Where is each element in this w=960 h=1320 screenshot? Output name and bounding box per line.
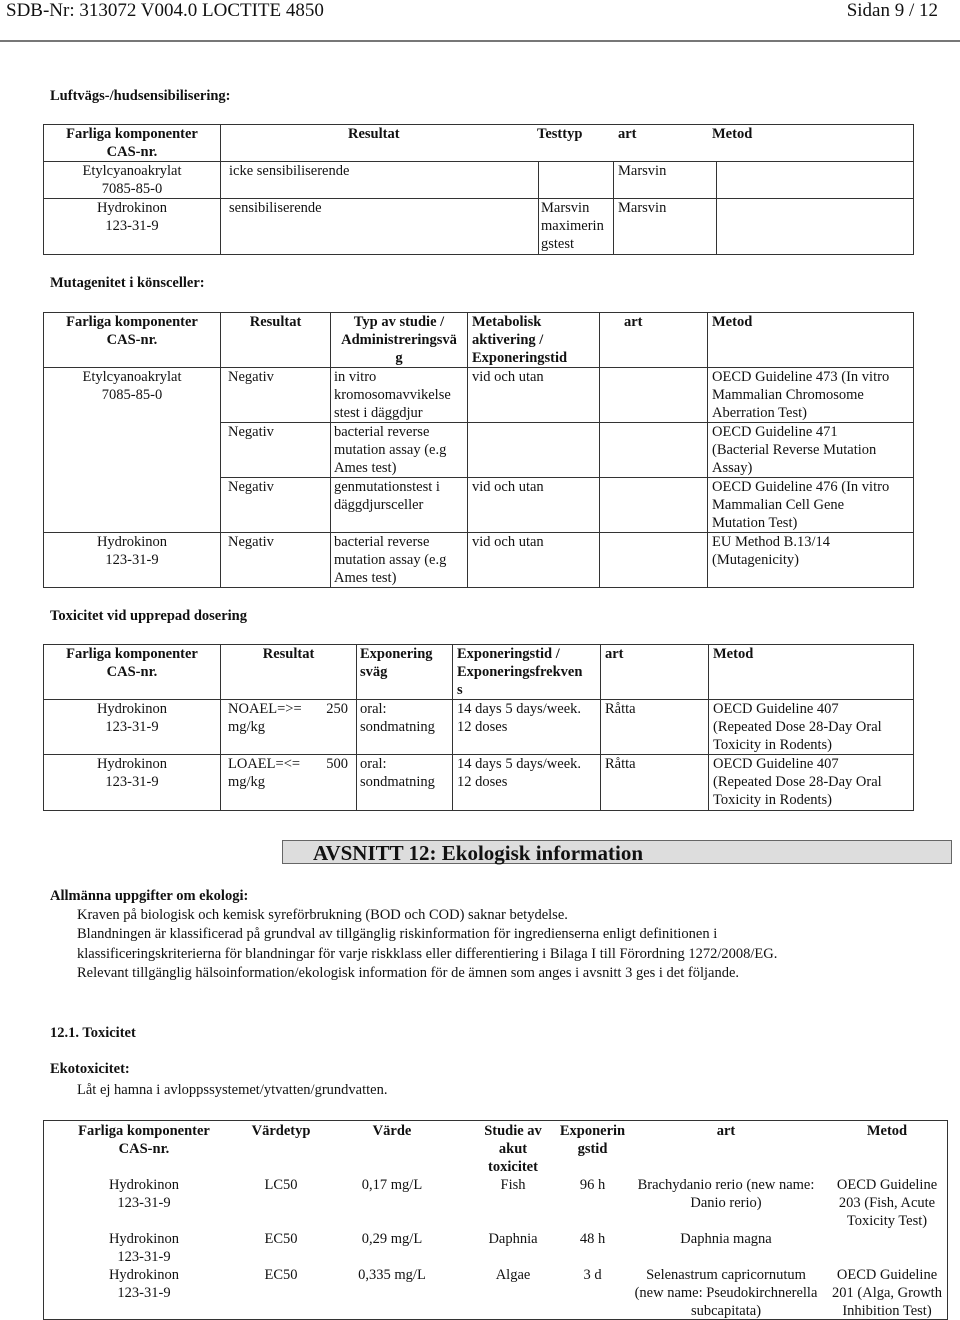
header-exponeringstid: Exponerin gstid	[559, 1123, 626, 1157]
header-typ-av-studie: Typ av studie / Administreringsvä g	[331, 313, 468, 368]
header-studie: Studie av akut toxicitet	[484, 1123, 542, 1175]
table-row: Hydrokinon 123-31-9 EC50 0,335 mg/L Algae 3 d Selenastrum capricornutum (new name: Pseudokirchnerella subcapitata) OECD Guideline 201 (Alga, Growth Inhibition Test)	[108, 1267, 942, 1319]
table-row: Hydrokinon 123-31-9 LC50 0,17 mg/L Fish 96 h Brachydanio rerio (new name: Danio rerio) OECD Guideline 203 (Fish, Acute Toxicity Test)	[108, 1177, 938, 1229]
header-exponeringstid: Exponeringstid / Exponeringsfrekven s	[453, 645, 601, 700]
header-exponeringsvag: Exponering sväg	[357, 645, 453, 700]
document-id: SDB-Nr: 313072 V004.0 LOCTITE 4850	[6, 0, 324, 21]
toxicitet-table	[43, 644, 914, 811]
table-row: Etylcyanoakrylat 7085-85-0 icke sensibiliserende Marsvin	[44, 162, 914, 199]
section-title-toxicitet: Toxicitet vid upprepad dosering	[50, 608, 247, 624]
header-divider	[0, 40, 960, 42]
section-title-sensibilisering: Luftvägs-/hudsensibilisering:	[50, 88, 231, 104]
section-title-ekologi: Allmänna uppgifter om ekologi:	[50, 888, 249, 904]
table-row: Hydrokinon 123-31-9 LOAEL=<= 500 mg/kg oral: sondmatning 14 days 5 days/week. 12 doses Råtta OECD Guideline 407 (Repeated Dose 28-Day Oral Toxicity in Rodents)	[44, 755, 914, 811]
table-row: Hydrokinon 123-31-9 EC50 0,29 mg/L Daphnia 48 h Daphnia magna	[108, 1231, 772, 1265]
header-varde: Värde	[372, 1123, 412, 1139]
header-cell-component: Farliga komponenter CAS-nr.	[44, 125, 221, 162]
header-resultat: Resultat	[348, 126, 400, 142]
header-art: art	[716, 1123, 736, 1139]
header-cell-group	[221, 125, 914, 162]
table-row: Hydrokinon 123-31-9 Negativ bacterial reverse mutation assay (e.g Ames test) vid och utan EU Method B.13/14 (Mutagenicity)	[44, 533, 914, 588]
page-number: Sidan 9 / 12	[846, 0, 938, 21]
header-cell-component: Farliga komponenter CAS-nr.	[44, 313, 221, 368]
sensibilisering-table	[43, 124, 914, 255]
header-metod: Metod	[866, 1123, 908, 1139]
table-row: Hydrokinon 123-31-9 sensibiliserende Marsvin maximerin gstest Marsvin	[44, 199, 914, 255]
subsection-title-toxicitet: 12.1. Toxicitet	[50, 1025, 136, 1041]
ekotoxicitet-note: Låt ej hamna i avloppssystemet/ytvatten/grundvatten.	[77, 1082, 388, 1098]
ekotoxicitet-table	[43, 1122, 948, 1320]
header-vardetyp: Värdetyp	[251, 1123, 311, 1139]
section-banner-title: AVSNITT 12: Ekologisk information	[313, 841, 644, 865]
table-row: Etylcyanoakrylat 7085-85-0 Negativ in vitro kromosomavvikelse stest i däggdjur vid och utan OECD Guideline 473 (In vitro Mammalian Chromosome Aberration Test)	[44, 368, 914, 423]
header-resultat: Resultat	[221, 645, 357, 700]
header-metod: Metod	[709, 645, 914, 700]
section-title-mutagenitet: Mutagenitet i könsceller:	[50, 275, 205, 291]
header-resultat: Resultat	[221, 313, 331, 368]
header-art: art	[618, 126, 637, 142]
header-metabolisk: Metabolisk aktivering / Exponeringstid	[468, 313, 600, 368]
header-metod: Metod	[708, 313, 914, 368]
header-art: art	[601, 645, 709, 700]
mutagenitet-table	[43, 312, 914, 588]
header-art: art	[600, 313, 708, 368]
header-cell-component: Farliga komponenter CAS-nr.	[44, 645, 221, 700]
section-banner	[282, 840, 952, 864]
section-title-ekotoxicitet: Ekotoxicitet:	[50, 1061, 130, 1077]
table-row: Negativ genmutationstest i däggdjursceller vid och utan OECD Guideline 476 (In vitro Mammalian Cell Gene Mutation Test)	[44, 478, 914, 533]
table-row: Negativ bacterial reverse mutation assay (e.g Ames test) OECD Guideline 471 (Bacterial Reverse Mutation Assay)	[44, 423, 914, 478]
header-metod: Metod	[712, 126, 753, 142]
header-testtyp: Testtyp	[537, 126, 583, 142]
table-row: Hydrokinon 123-31-9 NOAEL=>= 250 mg/kg oral: sondmatning 14 days 5 days/week. 12 doses Råtta OECD Guideline 407 (Repeated Dose 28-Day Oral Toxicity in Rodents)	[44, 700, 914, 755]
header-cell-component: Farliga komponenter CAS-nr.	[78, 1123, 210, 1157]
ekologi-paragraph: Kraven på biologisk och kemisk syreförbrukning (BOD och COD) saknar betydelse. Blandningen är klassificerad på grundval av tillgänglig riskinformation för ingredienserna enligt definitionen i klassificeringskriterierna för blandningar för varje riskklass eller differentiering i Bilaga I till Förordning 1272/2008/EG. Relevant tillgänglig hälsoinformation/ekologisk information för de ämnen som anges i avsnitt 3 ges i det följande.	[77, 907, 778, 981]
